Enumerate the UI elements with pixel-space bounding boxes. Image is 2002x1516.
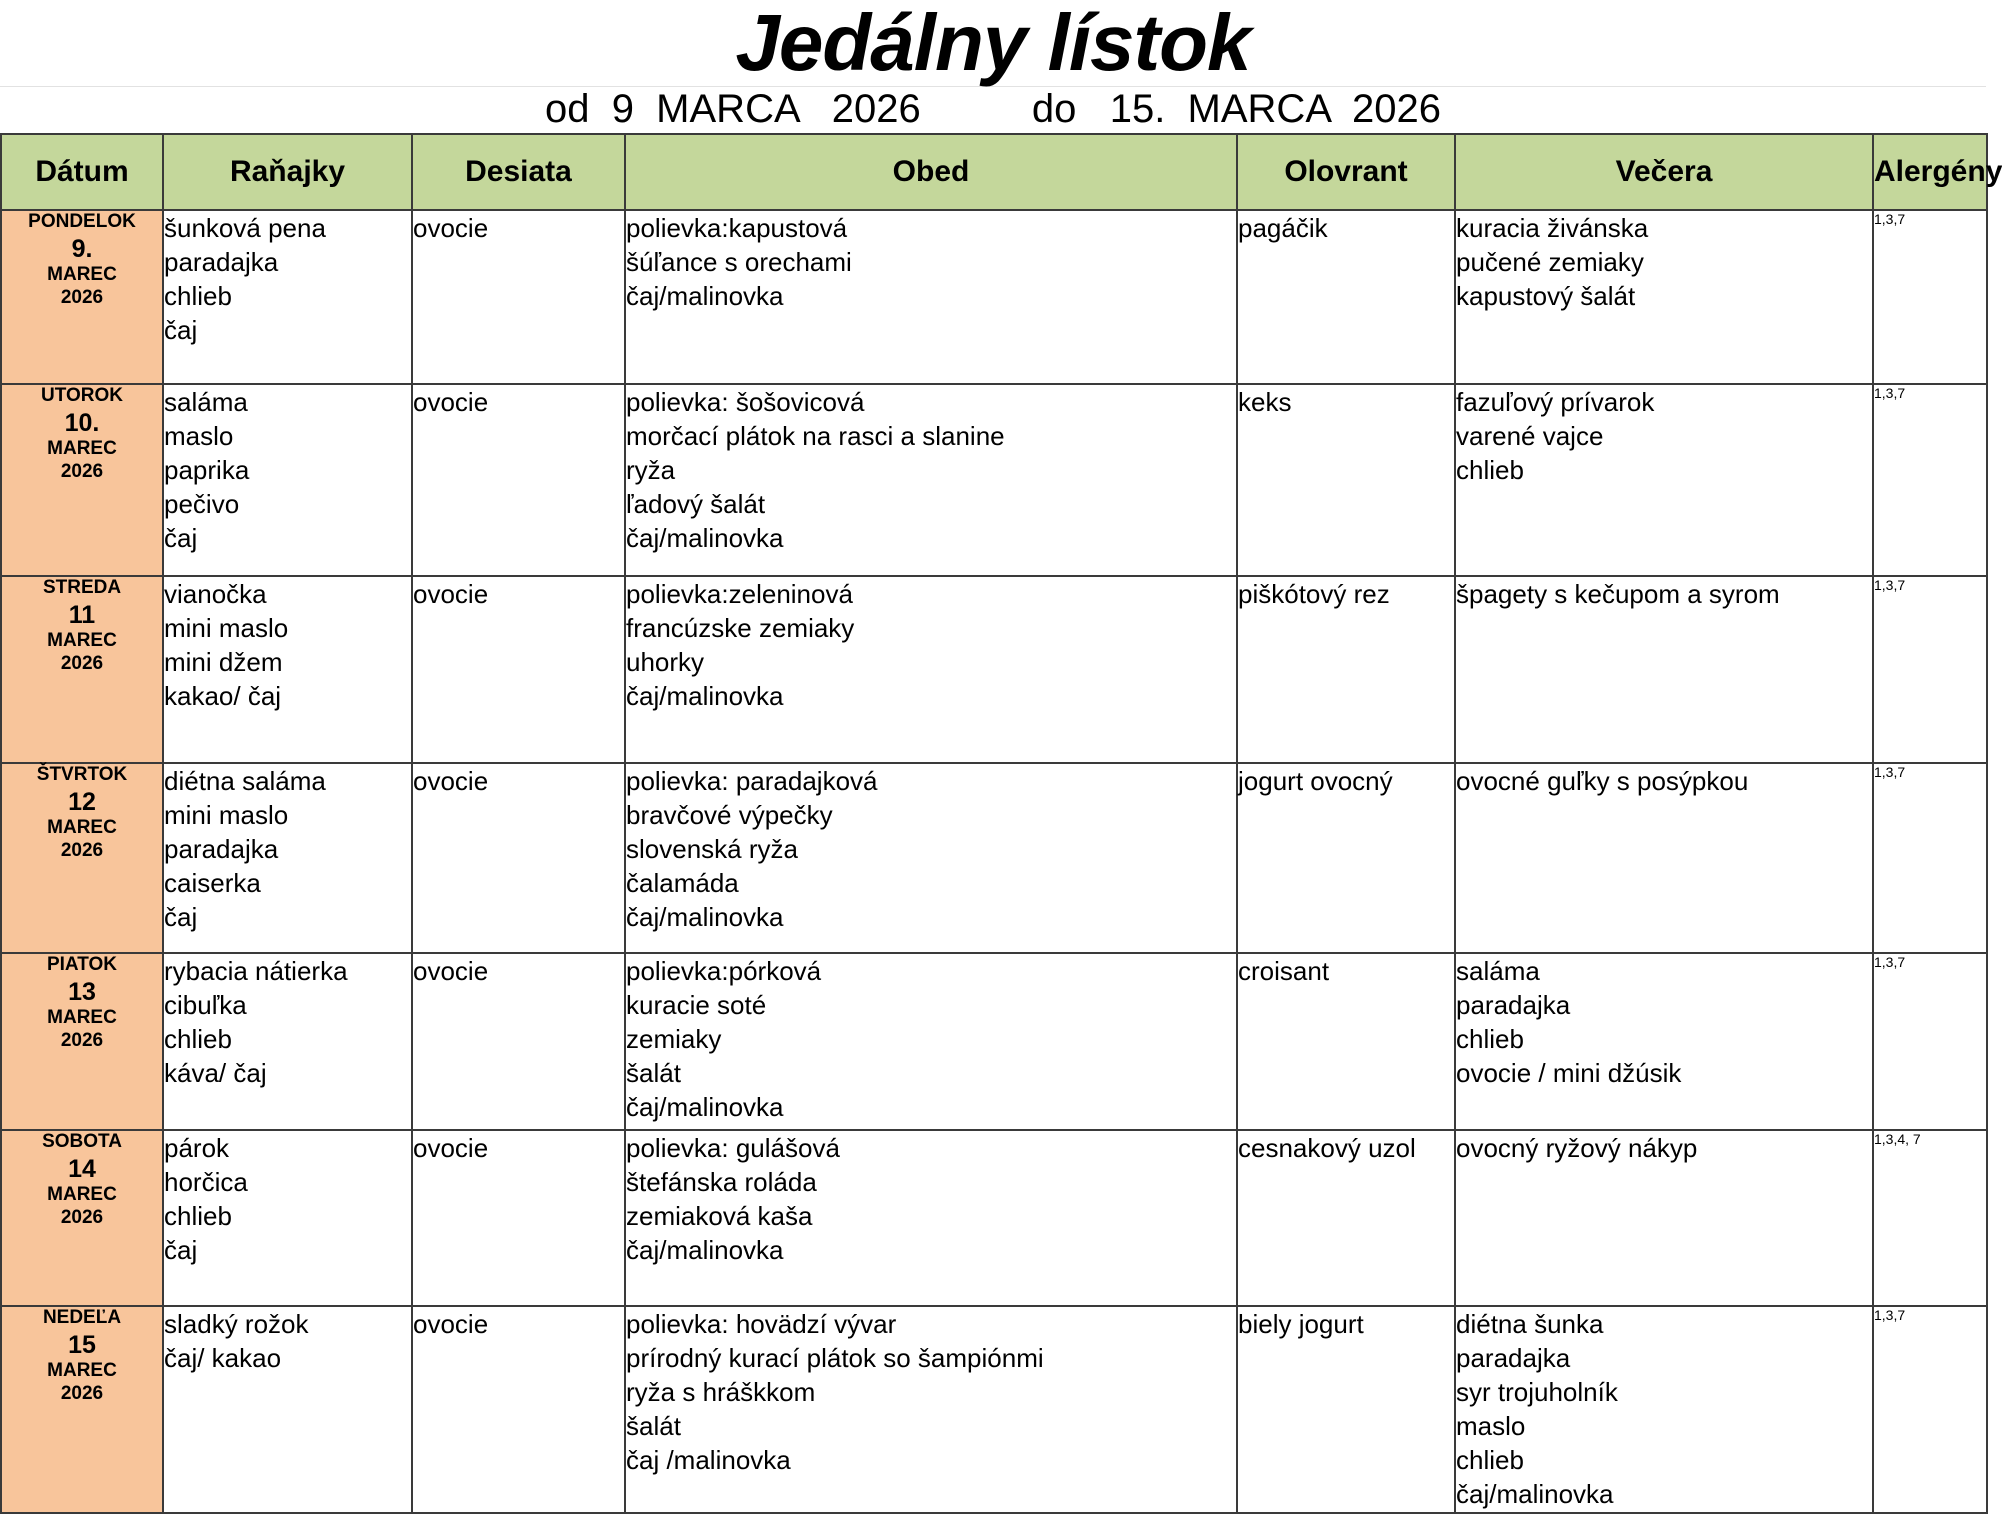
header-row	[1, 134, 1987, 210]
menu-item: cesnakový uzol	[1238, 1133, 1416, 1163]
menu-item: štefánska roláda	[626, 1167, 817, 1197]
allergens-cell: 1,3,7	[1873, 953, 1987, 1130]
menu-item: rybacia nátierka	[164, 956, 348, 986]
breakfast-cell	[163, 1306, 412, 1513]
menu-item: diétna šunka	[1456, 1309, 1604, 1339]
day-number: 14	[68, 1154, 96, 1183]
menu-item: vianočka	[164, 579, 267, 609]
menu-item: šalát	[626, 1058, 681, 1088]
menu-item: čaj/malinovka	[626, 523, 784, 553]
day-cell	[1, 763, 163, 953]
menu-item: ryža	[626, 455, 676, 485]
menu-item: čaj	[164, 1235, 198, 1265]
day-year: 2026	[60, 839, 104, 861]
table-row	[1, 1130, 1987, 1306]
menu-item: saláma	[1456, 956, 1540, 986]
menu-item: ryža s hráškkom	[626, 1377, 816, 1407]
menu-item: káva/ čaj	[164, 1058, 267, 1088]
table-row	[1, 384, 1987, 576]
day-cell	[1, 953, 163, 1130]
page-title: Jedálny lístok	[0, 0, 1986, 87]
menu-item: čaj/malinovka	[626, 681, 784, 711]
day-number: 11	[68, 600, 96, 629]
menu-item: chlieb	[164, 281, 232, 311]
day-month: MAREC	[47, 816, 117, 838]
menu-item: cibuľka	[164, 990, 247, 1020]
afternoon-snack-cell	[1237, 1130, 1455, 1306]
menu-item: kuracie soté	[626, 990, 767, 1020]
menu-item: piškótový rez	[1238, 579, 1390, 609]
menu-item: chlieb	[1456, 455, 1524, 485]
day-month: MAREC	[47, 629, 117, 651]
menu-item: párok	[164, 1133, 230, 1163]
breakfast-cell	[163, 576, 412, 763]
header-allergens: Alergény	[1873, 134, 1987, 210]
menu-item: paprika	[164, 455, 250, 485]
table-row	[1, 1306, 1987, 1513]
menu-item: zemiaky	[626, 1024, 722, 1054]
snack-cell	[412, 953, 625, 1130]
dinner-cell	[1455, 384, 1873, 576]
menu-item: kakao/ čaj	[164, 681, 282, 711]
menu-item: ovocie	[413, 1309, 489, 1339]
menu-item: čaj/malinovka	[626, 902, 784, 932]
menu-item: chlieb	[164, 1201, 232, 1231]
allergens-cell: 1,3,7	[1873, 210, 1987, 384]
menu-item: čaj	[164, 523, 198, 553]
menu-item: čaj	[164, 902, 198, 932]
day-name: NEDEĽA	[42, 1307, 122, 1328]
day-cell	[1, 1306, 163, 1513]
menu-item: mini džem	[164, 647, 283, 677]
menu-item: čaj/malinovka	[626, 281, 784, 311]
menu-item: bravčové výpečky	[626, 800, 833, 830]
menu-item: mini maslo	[164, 613, 289, 643]
menu-item: francúzske zemiaky	[626, 613, 855, 643]
menu-item: ovocie	[413, 579, 489, 609]
header-lunch: Obed	[625, 134, 1237, 210]
menu-item: šunková pena	[164, 213, 326, 243]
menu-item: polievka:zeleninová	[626, 579, 853, 609]
menu-item: polievka: paradajková	[626, 766, 878, 796]
date-range: od 9 MARCA 2026 do 15. MARCA 2026	[544, 87, 1441, 131]
table-row	[1, 763, 1987, 953]
menu-item: chlieb	[1456, 1445, 1524, 1475]
menu-item: polievka:kapustová	[626, 213, 848, 243]
table-row	[1, 210, 1987, 384]
breakfast-cell	[163, 210, 412, 384]
day-name: PIATOK	[46, 954, 118, 975]
allergens-cell: 1,3,7	[1873, 576, 1987, 763]
afternoon-snack-cell	[1237, 953, 1455, 1130]
snack-cell	[412, 763, 625, 953]
day-year: 2026	[60, 1029, 104, 1051]
menu-item: caiserka	[164, 868, 261, 898]
breakfast-cell	[163, 953, 412, 1130]
lunch-cell	[625, 576, 1237, 763]
menu-item: morčací plátok na rasci a slanine	[626, 421, 1005, 451]
menu-item: syr trojuholník	[1456, 1377, 1618, 1407]
day-year: 2026	[60, 652, 104, 674]
menu-item: ovocie	[413, 213, 489, 243]
menu-item: pagáčik	[1238, 213, 1328, 243]
dinner-cell	[1455, 210, 1873, 384]
menu-item: pučené zemiaky	[1456, 247, 1644, 277]
menu-item: ovocný ryžový nákyp	[1456, 1133, 1698, 1163]
day-number: 10.	[64, 408, 100, 437]
snack-cell	[412, 384, 625, 576]
dinner-cell	[1455, 1306, 1873, 1513]
menu-item: pečivo	[164, 489, 240, 519]
dinner-cell	[1455, 953, 1873, 1130]
menu-item: chlieb	[1456, 1024, 1524, 1054]
menu-item: polievka:pórková	[626, 956, 822, 986]
menu-item: diétna saláma	[164, 766, 326, 796]
day-name: ŠTVRTOK	[36, 764, 128, 785]
allergens-cell: 1,3,7	[1873, 763, 1987, 953]
breakfast-cell	[163, 1130, 412, 1306]
menu-item: ovocie	[413, 956, 489, 986]
menu-item: čaj/malinovka	[626, 1092, 784, 1122]
menu-item: saláma	[164, 387, 248, 417]
menu-item: kuracia živánska	[1456, 213, 1649, 243]
day-number: 15	[68, 1330, 96, 1359]
menu-item: paradajka	[164, 247, 279, 277]
menu-item: čaj/malinovka	[1456, 1479, 1614, 1509]
menu-item: keks	[1238, 387, 1292, 417]
menu-item: ľadový šalát	[626, 489, 766, 519]
snack-cell	[412, 210, 625, 384]
menu-item: paradajka	[164, 834, 279, 864]
day-cell	[1, 1130, 163, 1306]
day-name: SOBOTA	[42, 1131, 122, 1152]
header-date: Dátum	[1, 134, 163, 210]
menu-item: čaj/ kakao	[164, 1343, 282, 1373]
menu-item: fazuľový prívarok	[1456, 387, 1655, 417]
menu-item: prírodný kurací plátok so šampiónmi	[626, 1343, 1044, 1373]
snack-cell	[412, 1306, 625, 1513]
menu-item: čaj	[164, 315, 198, 345]
menu-item: polievka: hovädzí vývar	[626, 1309, 897, 1339]
day-month: MAREC	[47, 1183, 117, 1205]
menu-item: kapustový šalát	[1456, 281, 1636, 311]
menu-item: mini maslo	[164, 800, 289, 830]
day-cell	[1, 384, 163, 576]
menu-item: ovocie / mini džúsik	[1456, 1058, 1682, 1088]
menu-item: horčica	[164, 1167, 248, 1197]
snack-cell	[412, 1130, 625, 1306]
afternoon-snack-cell	[1237, 1306, 1455, 1513]
day-number: 9.	[71, 234, 93, 263]
menu-item: paradajka	[1456, 1343, 1571, 1373]
menu-item: špagety s kečupom a syrom	[1456, 579, 1780, 609]
menu-item: paradajka	[1456, 990, 1571, 1020]
afternoon-snack-cell	[1237, 576, 1455, 763]
breakfast-cell	[163, 763, 412, 953]
lunch-cell	[625, 953, 1237, 1130]
menu-item: uhorky	[626, 647, 705, 677]
allergens-cell: 1,3,4, 7	[1873, 1130, 1987, 1306]
allergens-cell: 1,3,7	[1873, 384, 1987, 576]
allergens-cell: 1,3,7	[1873, 1306, 1987, 1513]
dinner-cell	[1455, 576, 1873, 763]
menu-table	[0, 133, 2002, 1514]
day-cell	[1, 210, 163, 384]
menu-item: polievka: šošovicová	[626, 387, 865, 417]
menu-item: čaj/malinovka	[626, 1235, 784, 1265]
dinner-cell	[1455, 763, 1873, 953]
menu-item: slovenská ryža	[626, 834, 798, 864]
menu-item: ovocie	[413, 766, 489, 796]
day-month: MAREC	[47, 263, 117, 285]
menu-item: maslo	[164, 421, 234, 451]
menu-item: maslo	[1456, 1411, 1526, 1441]
menu-item: ovocné guľky s posýpkou	[1456, 766, 1749, 796]
dinner-cell	[1455, 1130, 1873, 1306]
menu-item: chlieb	[164, 1024, 232, 1054]
header-dinner: Večera	[1455, 134, 1873, 210]
snack-cell	[412, 576, 625, 763]
day-name: UTOROK	[41, 385, 123, 406]
header-afternoon-snack: Olovrant	[1237, 134, 1455, 210]
day-month: MAREC	[47, 1006, 117, 1028]
day-year: 2026	[60, 460, 104, 482]
menu-item: šúľance s orechami	[626, 247, 852, 277]
menu-item: čalamáda	[626, 868, 739, 898]
lunch-cell	[625, 1130, 1237, 1306]
menu-item: ovocie	[413, 1133, 489, 1163]
afternoon-snack-cell	[1237, 763, 1455, 953]
menu-item: polievka: gulášová	[626, 1133, 840, 1163]
table-row	[1, 576, 1987, 763]
day-year: 2026	[60, 1382, 104, 1404]
day-year: 2026	[60, 286, 104, 308]
afternoon-snack-cell	[1237, 210, 1455, 384]
table-row	[1, 953, 1987, 1130]
day-month: MAREC	[47, 437, 117, 459]
afternoon-snack-cell	[1237, 384, 1455, 576]
header-snack: Desiata	[412, 134, 625, 210]
lunch-cell	[625, 763, 1237, 953]
menu-item: varené vajce	[1456, 421, 1604, 451]
day-name: PONDELOK	[28, 211, 136, 232]
day-cell	[1, 576, 163, 763]
menu-item: jogurt ovocný	[1238, 766, 1393, 796]
lunch-cell	[625, 1306, 1237, 1513]
menu-item: sladký rožok	[164, 1309, 309, 1339]
header-breakfast: Raňajky	[163, 134, 412, 210]
menu-item: šalát	[626, 1411, 681, 1441]
menu-item: biely jogurt	[1238, 1309, 1364, 1339]
day-month: MAREC	[47, 1359, 117, 1381]
lunch-cell	[625, 384, 1237, 576]
menu-body	[1, 210, 1987, 1513]
day-number: 12	[68, 787, 96, 816]
day-year: 2026	[60, 1206, 104, 1228]
lunch-cell	[625, 210, 1237, 384]
day-name: STREDA	[42, 577, 122, 598]
day-number: 13	[68, 977, 96, 1006]
menu-item: zemiaková kaša	[626, 1201, 813, 1231]
menu-item: čaj /malinovka	[626, 1445, 791, 1475]
menu-item: croisant	[1238, 956, 1330, 986]
menu-item: ovocie	[413, 387, 489, 417]
breakfast-cell	[163, 384, 412, 576]
